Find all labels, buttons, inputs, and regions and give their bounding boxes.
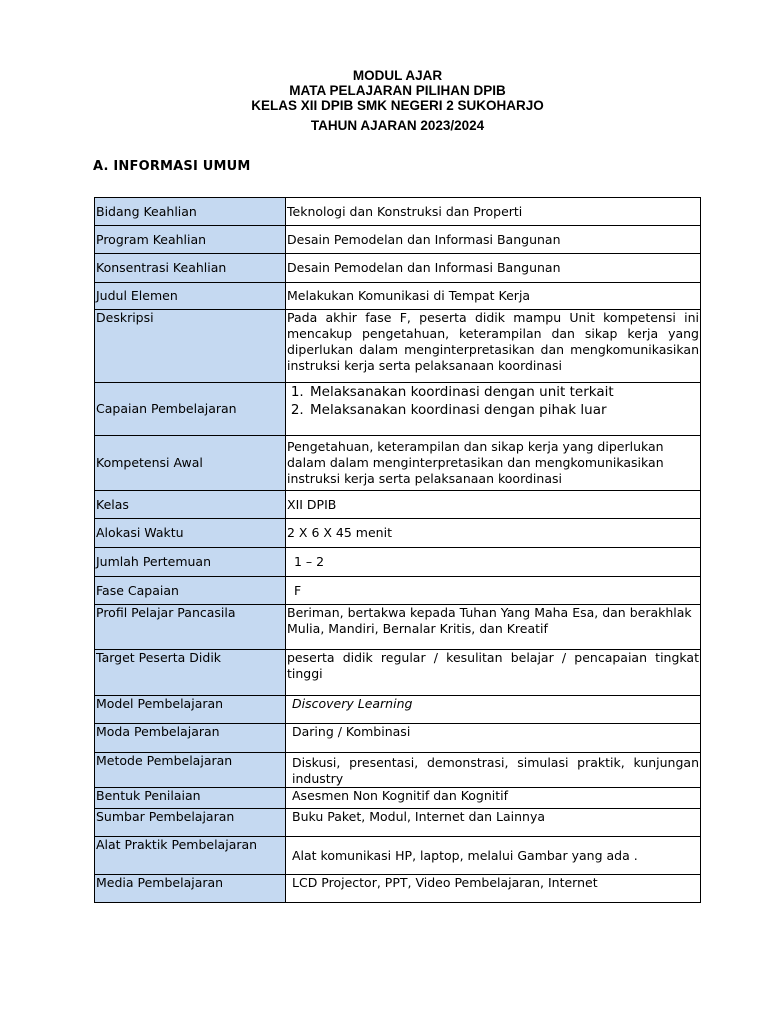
row-label: Konsentrasi Keahlian — [95, 254, 286, 283]
table-row — [95, 696, 701, 724]
row-value: Daring / Kombinasi — [286, 724, 701, 753]
table-row — [95, 837, 701, 875]
row-value: Beriman, bertakwa kepada Tuhan Yang Maha Esa, dan berakhlak Mulia, Mandiri, Bernalar Kritis, dan Kreatif — [286, 605, 701, 650]
table-row — [95, 650, 701, 696]
row-value: LCD Projector, PPT, Video Pembelajaran, Internet — [286, 875, 701, 903]
table-row — [95, 577, 701, 605]
row-value: peserta didik regular / kesulitan belajar / pencapaian tingkat tinggi — [286, 650, 701, 696]
row-label: Kompetensi Awal — [95, 436, 286, 491]
row-value: F — [286, 577, 701, 605]
row-value: Desain Pemodelan dan Informasi Bangunan — [286, 226, 701, 254]
table-row — [95, 226, 701, 254]
row-label: Moda Pembelajaran — [95, 724, 286, 753]
section-title: A. INFORMASI UMUM — [93, 159, 251, 174]
header-subject: MATA PELAJARAN PILIHAN DPIB — [289, 83, 506, 98]
row-label: Model Pembelajaran — [95, 696, 286, 724]
row-label: Media Pembelajaran — [95, 875, 286, 903]
table-row — [95, 310, 701, 383]
row-label: Capaian Pembelajaran — [95, 383, 286, 436]
row-label: Deskripsi — [95, 310, 286, 383]
row-label: Profil Pelajar Pancasila — [95, 605, 286, 650]
row-label: Target Peserta Didik — [95, 650, 286, 696]
table-row — [95, 788, 701, 809]
list-item: 1. Melaksanakan koordinasi dengan unit terkait — [308, 383, 699, 401]
table-row — [95, 605, 701, 650]
row-label: Program Keahlian — [95, 226, 286, 254]
table-row — [95, 519, 701, 548]
table-row — [95, 436, 701, 491]
row-value — [286, 696, 701, 724]
row-label: Jumlah Pertemuan — [95, 548, 286, 577]
header-title: MODUL AJAR — [352, 68, 443, 83]
table-row — [95, 753, 701, 788]
row-value — [286, 383, 701, 436]
row-value: Pada akhir fase F, peserta didik mampu Unit kompetensi ini mencakup pengetahuan, keterampilan dan sikap kerja yang diperlukan dalam menginterpretasikan dan mengkomunikasikan instruksi kerja serta pelaksanaan koordinasi — [286, 310, 701, 383]
row-value: Buku Paket, Modul, Internet dan Lainnya — [286, 809, 701, 837]
row-value: 2 X 6 X 45 menit — [286, 519, 701, 548]
row-label: Sumbar Pembelajaran — [95, 809, 286, 837]
info-table — [94, 197, 701, 903]
table-row — [95, 724, 701, 753]
row-value: Melakukan Komunikasi di Tempat Kerja — [286, 283, 701, 310]
table-row — [95, 809, 701, 837]
row-label: Kelas — [95, 491, 286, 519]
table-row — [95, 254, 701, 283]
row-label: Fase Capaian — [95, 577, 286, 605]
table-row — [95, 491, 701, 519]
row-value: Alat komunikasi HP, laptop, melalui Gambar yang ada . — [286, 837, 701, 875]
table-row — [95, 383, 701, 436]
row-label: Alokasi Waktu — [95, 519, 286, 548]
header-class: KELAS XII DPIB SMK NEGERI 2 SUKOHARJO — [251, 98, 544, 113]
row-value: Desain Pemodelan dan Informasi Bangunan — [286, 254, 701, 283]
row-label: Metode Pembelajaran — [95, 753, 286, 788]
header-year: TAHUN AJARAN 2023/2024 — [310, 118, 485, 133]
row-value: Teknologi dan Konstruksi dan Properti — [286, 198, 701, 226]
table-row — [95, 548, 701, 577]
row-label: Bidang Keahlian — [95, 198, 286, 226]
document-header — [0, 68, 768, 133]
list-item: 2. Melaksanakan koordinasi dengan pihak luar — [308, 401, 699, 419]
row-label: Judul Elemen — [95, 283, 286, 310]
row-value: XII DPIB — [286, 491, 701, 519]
capaian-list — [287, 383, 699, 419]
row-value: Asesmen Non Kognitif dan Kognitif — [286, 788, 701, 809]
row-label: Bentuk Penilaian — [95, 788, 286, 809]
table-row — [95, 283, 701, 310]
row-value: Diskusi, presentasi, demonstrasi, simulasi praktik, kunjungan industry — [286, 753, 701, 788]
table-row — [95, 198, 701, 226]
row-value: 1 – 2 — [286, 548, 701, 577]
model-value-text: Discovery Learning — [292, 696, 413, 711]
row-value: Pengetahuan, keterampilan dan sikap kerja yang diperlukan dalam dalam menginterpretasikan dan mengkomunikasikan instruksi kerja serta pelaksanaan koordinasi — [286, 436, 701, 491]
row-label: Alat Praktik Pembelajaran — [95, 837, 286, 875]
table-row — [95, 875, 701, 903]
